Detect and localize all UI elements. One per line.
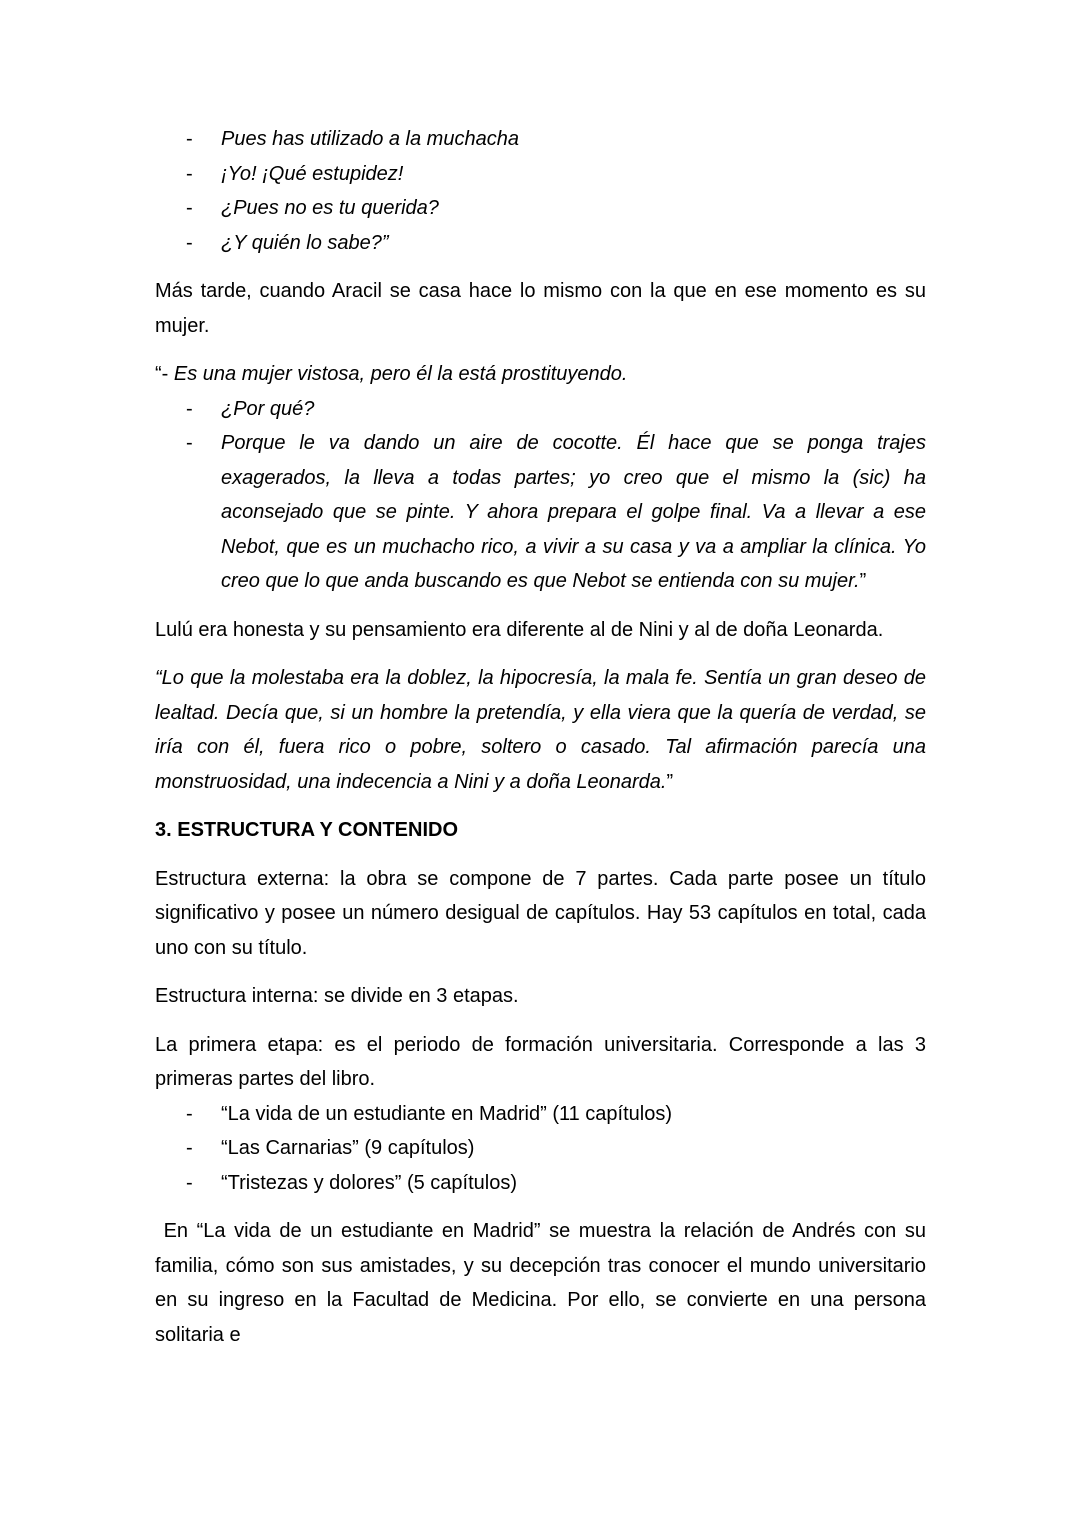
dialogue-list-1: [155, 122, 926, 260]
document-page: [155, 122, 932, 1352]
dialogue-line-long: [155, 426, 926, 599]
quote-opening-line: [155, 357, 926, 392]
list-item: - “Las Carnarias” (9 capítulos): [155, 1131, 926, 1166]
list-item: - “La vida de un estudiante en Madrid” (11 capítulos): [155, 1097, 926, 1132]
quote-lulu: [155, 661, 926, 799]
section-heading: 3. ESTRUCTURA Y CONTENIDO: [155, 819, 458, 841]
quote-open-text: Es una mujer vistosa, pero él la está prostituyendo.: [173, 363, 628, 385]
paragraph-estructura-externa: Estructura externa: la obra se compone de 7 partes. Cada parte posee un título significativo y posee un número desigual de capítulos. Hay 53 capítulos en total, cada uno con su título.: [155, 867, 926, 959]
paragraph-estructura-interna: Estructura interna: se divide en 3 etapas.: [155, 985, 519, 1007]
paragraph-lulu: Lulú era honesta y su pensamiento era diferente al de Nini y al de doña Leonarda.: [155, 618, 884, 641]
dialogue-line: - ¿Y quién lo sabe?”: [155, 226, 926, 261]
paragraph-primera-etapa: La primera etapa: es el periodo de formación universitaria. Corresponde a las 3 primeras partes del libro.: [155, 1033, 926, 1090]
dialogue-line: - ¡Yo! ¡Qué estupidez!: [155, 157, 926, 192]
parts-list: [155, 1097, 926, 1201]
paragraph-mas-tarde: Más tarde, cuando Aracil se casa hace lo mismo con la que en ese momento es su mujer.: [155, 280, 926, 337]
quote-lulu-close: ”: [666, 770, 674, 793]
dialogue-long-text: Porque le va dando un aire de cocotte. Él hace que se ponga trajes exagerados, la lleva a todas partes; yo creo que el mismo la (sic) ha aconsejado que se pinte. Y ahora prepara el golpe final. Va a llevar a ese Nebot, que es un muchacho rico, a vivir a su casa y va a ampliar la clínica. Yo creo que lo que anda buscando es que Nebot se entienda con su mujer.: [221, 432, 926, 592]
list-item: - “Tristezas y dolores” (5 capítulos): [155, 1166, 926, 1201]
dialogue-close-mark: ”: [859, 570, 867, 592]
dialogue-line: - Pues has utilizado a la muchacha: [155, 122, 926, 157]
dialogue-list-2: [155, 392, 926, 599]
quote-lulu-text: “Lo que la molestaba era la doblez, la hipocresía, la mala fe. Sentía un gran deseo de lealtad. Decía que, si un hombre la pretendía, y ella viera que la quería de verdad, se iría con él, fuera rico o pobre, soltero o casado. Tal afirmación parecía una monstruosidad, una indecencia a Nini y a doña Leonarda.: [155, 667, 926, 793]
quote-open-mark: “-: [155, 363, 174, 385]
dialogue-line: - ¿Por qué?: [155, 392, 926, 427]
paragraph-vida-estudiante: En “La vida de un estudiante en Madrid” se muestra la relación de Andrés con su familia, cómo son sus amistades, y su decepción tras conocer el mundo universitario en su ingreso en la Facultad de Medicina. Por ello, se convierte en una persona solitaria e: [155, 1220, 932, 1346]
dialogue-line: - ¿Pues no es tu querida?: [155, 191, 926, 226]
